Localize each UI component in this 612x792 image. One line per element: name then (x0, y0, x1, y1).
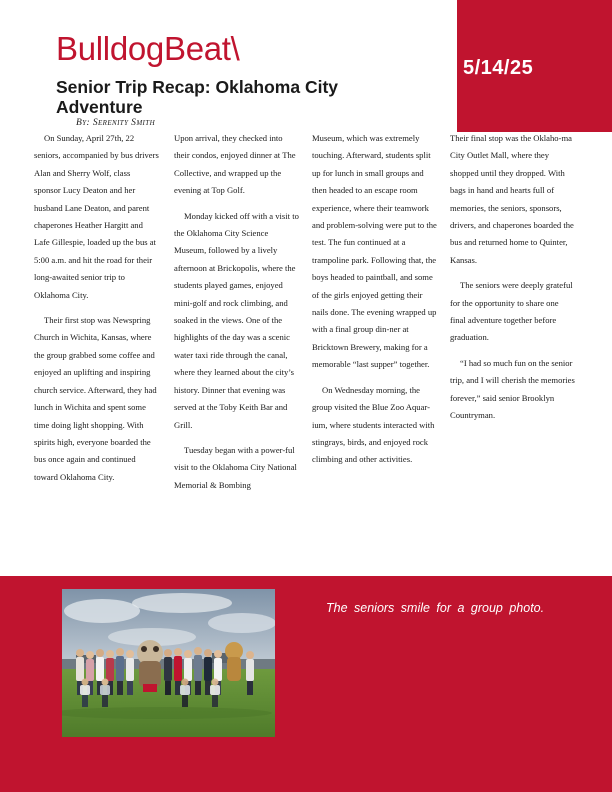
article-byline: By: Serenity Smith (76, 118, 156, 128)
paragraph: Tuesday began with a power-ful visit to the Oklahoma City National Memorial & Bombing (174, 444, 297, 490)
paragraph: Museum, which was extremely touching. Afterward, students split up for lunch in small groups and then headed to an escape room experience, where their teamwork and problem-solving were put to the test. The fun continued at a trampoline park. Following that, the boys headed to paintball, and some of the girls enjoyed getting their nails done. The evening wrapped up with a final group din-ner at Bricktown Brewery, making for a memorable “last supper” together. (312, 133, 437, 370)
article-column-1 (34, 130, 159, 486)
date-box (457, 0, 612, 132)
photo-caption: The seniors smile for a group photo. (326, 601, 545, 615)
article-body (34, 130, 578, 570)
article-column-2 (174, 130, 299, 494)
paragraph: The seniors were deeply grateful for the opportunity to share one final adventure together before graduation. (450, 280, 573, 343)
paragraph: Their first stop was Newspring Church in Wichita, Kansas, where the group grabbed some coffee and enjoyed an uplifting and inspiring church service. Afterward, they had lunch in Wichita and spent some time doing light shopping. With spirits high, everyone boarded the bus once again and continued toward Oklahoma City. (34, 315, 157, 482)
paragraph: Upon arrival, they checked into their condos, enjoyed dinner at The Collective, and wrapped up the evening at Top Golf. (174, 133, 296, 196)
article-column-3 (312, 130, 437, 469)
masthead-title: BulldogBeat\ (56, 30, 240, 67)
group-photo (62, 589, 275, 737)
article-headline: Senior Trip Recap: Oklahoma City Adventure (56, 77, 339, 117)
paragraph: “I had so much fun on the senior trip, and I will cherish the memories forever,” said senior Brooklyn Countryman. (450, 357, 575, 421)
article-column-4 (450, 130, 575, 425)
paragraph: Monday kicked off with a visit to the Oklahoma City Science Museum, followed by a lively afternoon at Brickopolis, where the students played games, enjoyed mini-golf and rock climbing, and soaked in the views. One of the highlights of the day was a scenic water taxi ride through the canal, where they learned about the city’s history. Dinner that evening was served at the Toby Keith Bar and Grill. (174, 210, 299, 430)
paragraph: On Wednesday morning, the group visited the Blue Zoo Aquar-ium, where students interacted with stingrays, birds, and enjoyed rock climbing and other activities. (312, 384, 435, 465)
issue-date: 5/14/25 (463, 57, 534, 79)
paragraph: On Sunday, April 27th, 22 seniors, accompanied by bus drivers Alan and Sherry Wolf, class sponsor Lucy Deaton and her husband Lane Deaton, and parent chaperones Heather Hargitt and Lafe Gillespie, loaded up the bus at 5:00 a.m. and hit the road for their long-awaited senior trip to Oklahoma City. (34, 133, 159, 300)
paragraph: Their final stop was the Oklaho-ma City Outlet Mall, where they shopped until they dropped. With bags in hand and hearts full of memories, the seniors, sponsors, drivers, and chaperones boarded the bus and returned home to Quinter, Kansas. (450, 133, 574, 265)
